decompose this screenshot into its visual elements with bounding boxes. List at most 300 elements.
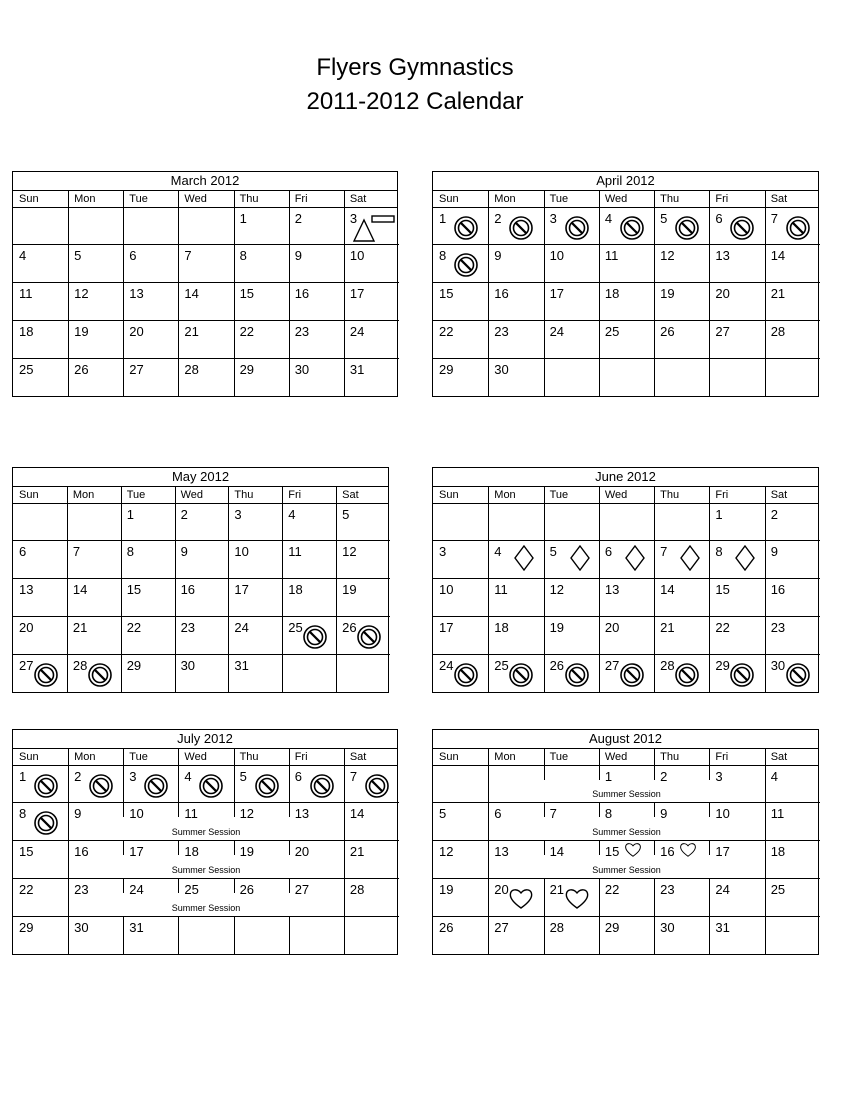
day-cell	[544, 245, 599, 283]
day-cell	[175, 504, 229, 541]
day-cell	[121, 579, 175, 617]
weekday-label: Tue	[549, 751, 569, 763]
day-number: 30	[180, 658, 196, 673]
no-symbol-icon	[33, 662, 59, 693]
weekday-header	[13, 487, 388, 504]
day-cell	[282, 541, 336, 579]
day-number: 8	[715, 544, 723, 559]
day-number: 24	[349, 324, 365, 339]
grid-line	[289, 191, 290, 208]
day-number: 1	[604, 769, 613, 784]
day-number: 23	[770, 620, 786, 635]
grid-line	[599, 191, 600, 208]
no-symbol-icon	[33, 810, 59, 841]
day-cell	[13, 208, 68, 245]
day-number: 8	[126, 544, 134, 559]
diamond-icon	[677, 545, 703, 576]
day-cell	[765, 283, 820, 321]
day-cell	[228, 655, 282, 693]
no-symbol-icon	[356, 624, 382, 655]
day-cell	[709, 917, 764, 955]
day-cell	[654, 579, 709, 617]
weekday-label: Mon	[72, 489, 95, 501]
day-cell	[709, 504, 764, 541]
grid-line	[178, 191, 179, 208]
month-may-2012	[12, 467, 389, 693]
day-number: 8	[19, 806, 27, 821]
day-number: 23	[494, 324, 509, 339]
day-cell	[234, 283, 289, 321]
day-number: 30	[294, 362, 310, 377]
day-cell	[178, 321, 233, 359]
no-symbol-icon	[729, 662, 755, 693]
day-number: 12	[549, 582, 565, 597]
day-number: 6	[129, 248, 137, 263]
day-number: 4	[494, 544, 502, 559]
day-number: 11	[770, 806, 785, 821]
day-number: 18	[288, 582, 303, 597]
day-cell	[123, 917, 178, 955]
day-number: 19	[439, 882, 454, 897]
day-number: 18	[494, 620, 509, 635]
day-number: 30	[494, 362, 509, 377]
page-title: Flyers Gymnastics	[316, 54, 514, 81]
day-number: 20	[19, 620, 34, 635]
day-number: 2	[770, 507, 778, 522]
day-number: 13	[715, 248, 730, 263]
day-number: 7	[72, 544, 81, 559]
day-number: 17	[349, 286, 365, 301]
weekday-label: Sat	[770, 489, 788, 501]
weekday-header	[13, 749, 397, 766]
month-title: June 2012	[433, 468, 818, 487]
day-cell	[13, 321, 68, 359]
day-cell	[175, 617, 229, 655]
day-cell	[336, 579, 390, 617]
day-cell	[709, 617, 764, 655]
day-number: 21	[72, 620, 88, 635]
grid-line	[654, 191, 655, 208]
day-cell	[433, 917, 488, 955]
weekday-label: Wed	[604, 751, 628, 763]
day-number: 27	[715, 324, 730, 339]
day-number: 10	[439, 582, 454, 597]
summer-session-label: Summer Session	[171, 903, 241, 913]
day-cell	[654, 917, 709, 955]
month-april-2012	[432, 171, 819, 397]
day-number: 26	[549, 658, 565, 673]
grid-line	[765, 191, 766, 208]
grid-line	[544, 487, 545, 504]
day-number: 24	[439, 658, 454, 673]
day-cell	[234, 321, 289, 359]
day-cell	[234, 245, 289, 283]
day-number: 7	[660, 544, 668, 559]
day-number: 28	[184, 362, 199, 377]
weekday-label: Sun	[19, 751, 39, 763]
weekday-label: Tue	[129, 751, 148, 763]
grid-line	[544, 191, 545, 208]
day-number: 12	[239, 806, 255, 821]
no-symbol-icon	[508, 662, 534, 693]
weekday-label: Sat	[349, 193, 367, 205]
day-number: 3	[715, 769, 723, 784]
day-number: 25	[19, 362, 34, 377]
day-number: 29	[439, 362, 454, 377]
day-cell	[765, 917, 820, 955]
day-number: 16	[494, 286, 509, 301]
day-number: 25	[770, 882, 786, 897]
day-number: 30	[660, 920, 675, 935]
day-number: 29	[604, 920, 620, 935]
day-cell	[709, 359, 764, 397]
day-number: 7	[349, 769, 358, 784]
weekday-label: Thu	[660, 489, 680, 501]
day-cell	[654, 359, 709, 397]
day-cell	[13, 283, 68, 321]
day-cell	[234, 359, 289, 397]
day-number: 8	[239, 248, 247, 263]
day-number: 7	[549, 806, 557, 821]
day-cell	[433, 541, 488, 579]
day-cell	[765, 541, 820, 579]
day-cell	[599, 245, 654, 283]
day-number: 15	[439, 286, 454, 301]
day-cell	[123, 245, 178, 283]
day-number: 17	[439, 620, 454, 635]
day-number: 18	[184, 844, 199, 859]
day-cell	[121, 617, 175, 655]
day-number: 27	[604, 658, 620, 673]
day-cell	[709, 283, 764, 321]
day-cell	[344, 879, 399, 917]
day-number: 28	[549, 920, 565, 935]
day-number: 8	[439, 248, 447, 263]
day-cell	[344, 359, 399, 397]
day-number: 5	[74, 248, 82, 263]
grid-line	[123, 191, 124, 208]
day-number: 17	[715, 844, 730, 859]
day-number: 7	[770, 211, 778, 226]
grid-line	[709, 191, 710, 208]
month-june-2012	[432, 467, 819, 693]
day-number: 2	[74, 769, 82, 784]
day-cell	[544, 504, 599, 541]
day-number: 23	[180, 620, 196, 635]
day-cell	[765, 879, 820, 917]
day-cell	[488, 917, 543, 955]
weekday-label: Wed	[184, 751, 207, 763]
day-cell	[544, 579, 599, 617]
weekday-label: Sat	[349, 751, 367, 763]
day-number: 18	[770, 844, 786, 859]
weekday-label: Mon	[494, 489, 516, 501]
day-number: 17	[549, 286, 565, 301]
day-number: 22	[715, 620, 730, 635]
no-symbol-icon	[254, 773, 280, 804]
day-number: 14	[660, 582, 675, 597]
day-number: 28	[349, 882, 365, 897]
no-symbol-icon	[508, 215, 534, 246]
day-cell	[599, 359, 654, 397]
day-number: 12	[439, 844, 454, 859]
grid-line	[282, 487, 283, 504]
day-cell	[13, 504, 67, 541]
day-number: 2	[494, 211, 502, 226]
day-cell	[68, 321, 123, 359]
no-symbol-icon	[453, 252, 479, 283]
grid-line	[234, 191, 235, 208]
day-cell	[68, 359, 123, 397]
day-number: 10	[549, 248, 565, 263]
weekday-label: Fri	[294, 193, 308, 205]
day-number: 13	[19, 582, 34, 597]
day-cell	[599, 579, 654, 617]
no-symbol-icon	[564, 215, 590, 246]
day-cell	[433, 283, 488, 321]
day-number: 5	[549, 544, 557, 559]
day-cell	[344, 841, 399, 879]
day-number: 14	[72, 582, 88, 597]
day-number: 24	[715, 882, 730, 897]
weekday-header	[13, 191, 397, 208]
day-cell	[433, 504, 488, 541]
day-number: 9	[770, 544, 778, 559]
no-symbol-icon	[302, 624, 328, 655]
diamond-icon	[567, 545, 593, 576]
day-number: 16	[294, 286, 310, 301]
day-number: 18	[19, 324, 34, 339]
day-number: 26	[660, 324, 675, 339]
day-cell	[344, 245, 399, 283]
no-symbol-icon	[619, 215, 645, 246]
day-number: 3	[349, 211, 358, 226]
day-cell	[433, 579, 488, 617]
day-number: 5	[342, 507, 350, 522]
day-cell	[123, 321, 178, 359]
weekday-label: Tue	[549, 489, 569, 501]
day-number: 10	[349, 248, 365, 263]
day-cell	[178, 917, 233, 955]
day-number: 15	[19, 844, 34, 859]
day-number: 22	[604, 882, 620, 897]
grid-line	[175, 487, 176, 504]
no-symbol-icon	[785, 215, 811, 246]
weekday-label: Thu	[234, 489, 254, 501]
day-cell	[282, 655, 336, 693]
day-cell	[544, 283, 599, 321]
day-number: 1	[126, 507, 134, 522]
grid-line	[67, 487, 68, 504]
no-symbol-icon	[143, 773, 169, 804]
weekday-label: Mon	[494, 751, 516, 763]
day-cell	[344, 917, 399, 955]
day-number: 1	[19, 769, 27, 784]
day-cell	[121, 504, 175, 541]
day-number: 9	[660, 806, 668, 821]
day-number: 21	[549, 882, 565, 897]
day-cell	[654, 504, 709, 541]
day-cell	[765, 617, 820, 655]
weekday-label: Fri	[715, 489, 729, 501]
day-cell	[123, 208, 178, 245]
diamond-icon	[511, 545, 537, 576]
rectangle-icon	[371, 211, 395, 229]
day-cell	[228, 541, 282, 579]
grid-line	[228, 487, 229, 504]
day-cell	[433, 841, 488, 879]
month-title: March 2012	[13, 172, 397, 191]
day-cell	[654, 617, 709, 655]
day-number: 10	[129, 806, 144, 821]
day-number: 4	[604, 211, 613, 226]
day-number: 14	[770, 248, 786, 263]
month-july-2012	[12, 729, 398, 955]
day-cell	[544, 359, 599, 397]
no-symbol-icon	[785, 662, 811, 693]
day-number: 28	[72, 658, 88, 673]
day-number: 9	[74, 806, 82, 821]
day-number: 28	[660, 658, 675, 673]
summer-session-label: Summer Session	[592, 827, 661, 837]
weekday-label: Sat	[770, 751, 788, 763]
grid-line	[765, 487, 766, 504]
day-number: 6	[604, 544, 613, 559]
weekday-label: Sat	[342, 489, 359, 501]
day-number: 25	[184, 882, 199, 897]
no-symbol-icon	[309, 773, 335, 804]
day-cell	[488, 617, 543, 655]
month-title: August 2012	[433, 730, 818, 749]
day-number: 21	[349, 844, 365, 859]
grid-line	[344, 749, 345, 766]
day-cell	[178, 283, 233, 321]
grid-line	[488, 191, 489, 208]
day-number: 25	[604, 324, 620, 339]
day-number: 26	[439, 920, 454, 935]
day-number: 20	[715, 286, 730, 301]
day-number: 22	[126, 620, 142, 635]
day-cell	[599, 617, 654, 655]
day-number: 27	[129, 362, 144, 377]
day-number: 26	[342, 620, 357, 635]
day-cell	[121, 655, 175, 693]
day-number: 13	[129, 286, 144, 301]
day-number: 20	[604, 620, 620, 635]
no-symbol-icon	[619, 662, 645, 693]
day-cell	[13, 541, 67, 579]
diamond-icon	[732, 545, 758, 576]
day-number: 24	[129, 882, 144, 897]
day-number: 16	[180, 582, 196, 597]
grid-line	[709, 487, 710, 504]
diamond-icon	[622, 545, 648, 576]
weekday-label: Mon	[74, 193, 96, 205]
month-title: April 2012	[433, 172, 818, 191]
day-number: 20	[294, 844, 310, 859]
day-number: 16	[770, 582, 786, 597]
day-cell	[654, 879, 709, 917]
day-cell	[123, 283, 178, 321]
day-cell	[67, 579, 121, 617]
weekday-label: Wed	[604, 489, 628, 501]
no-symbol-icon	[564, 662, 590, 693]
day-cell	[344, 321, 399, 359]
grid-line	[336, 487, 337, 504]
day-cell	[765, 504, 820, 541]
day-number: 22	[239, 324, 255, 339]
day-cell	[175, 541, 229, 579]
day-number: 2	[660, 769, 668, 784]
day-number: 12	[660, 248, 675, 263]
day-cell	[433, 617, 488, 655]
day-number: 11	[288, 544, 302, 559]
weekday-label: Mon	[74, 751, 96, 763]
day-number: 24	[549, 324, 565, 339]
day-cell	[765, 245, 820, 283]
day-number: 14	[349, 806, 365, 821]
day-cell	[228, 617, 282, 655]
grid-line	[234, 749, 235, 766]
no-symbol-icon	[453, 662, 479, 693]
day-cell	[544, 917, 599, 955]
summer-session-label: Summer Session	[171, 827, 241, 837]
day-cell	[765, 803, 820, 841]
grid-line	[765, 749, 766, 766]
day-cell	[13, 917, 68, 955]
weekday-label: Sat	[770, 193, 788, 205]
day-number: 1	[715, 507, 723, 522]
day-cell	[178, 359, 233, 397]
no-symbol-icon	[198, 773, 224, 804]
grid-line	[488, 749, 489, 766]
month-august-2012	[432, 729, 819, 955]
weekday-label: Sun	[439, 193, 459, 205]
day-number: 31	[129, 920, 144, 935]
day-number: 27	[19, 658, 34, 673]
day-cell	[599, 917, 654, 955]
no-symbol-icon	[453, 215, 479, 246]
grid-line	[488, 487, 489, 504]
day-cell	[289, 321, 344, 359]
day-number: 25	[494, 658, 509, 673]
weekday-label: Tue	[126, 489, 146, 501]
day-cell	[121, 541, 175, 579]
day-number: 29	[715, 658, 730, 673]
day-cell	[289, 208, 344, 245]
day-number: 7	[184, 248, 192, 263]
weekday-label: Mon	[494, 193, 516, 205]
day-cell	[344, 283, 399, 321]
weekday-header	[433, 749, 818, 766]
day-number: 19	[342, 582, 357, 597]
grid-line	[599, 487, 600, 504]
grid-line	[654, 749, 655, 766]
day-cell	[289, 245, 344, 283]
day-number: 15	[239, 286, 255, 301]
weekday-label: Wed	[184, 193, 207, 205]
day-cell	[654, 321, 709, 359]
day-cell	[765, 359, 820, 397]
grid-line	[121, 487, 122, 504]
page-subtitle: 2011-2012 Calendar	[306, 88, 524, 115]
day-number: 1	[239, 211, 247, 226]
day-cell	[13, 617, 67, 655]
day-number: 23	[660, 882, 675, 897]
day-number: 6	[494, 806, 502, 821]
day-cell	[282, 504, 336, 541]
weekday-label: Sun	[19, 193, 39, 205]
